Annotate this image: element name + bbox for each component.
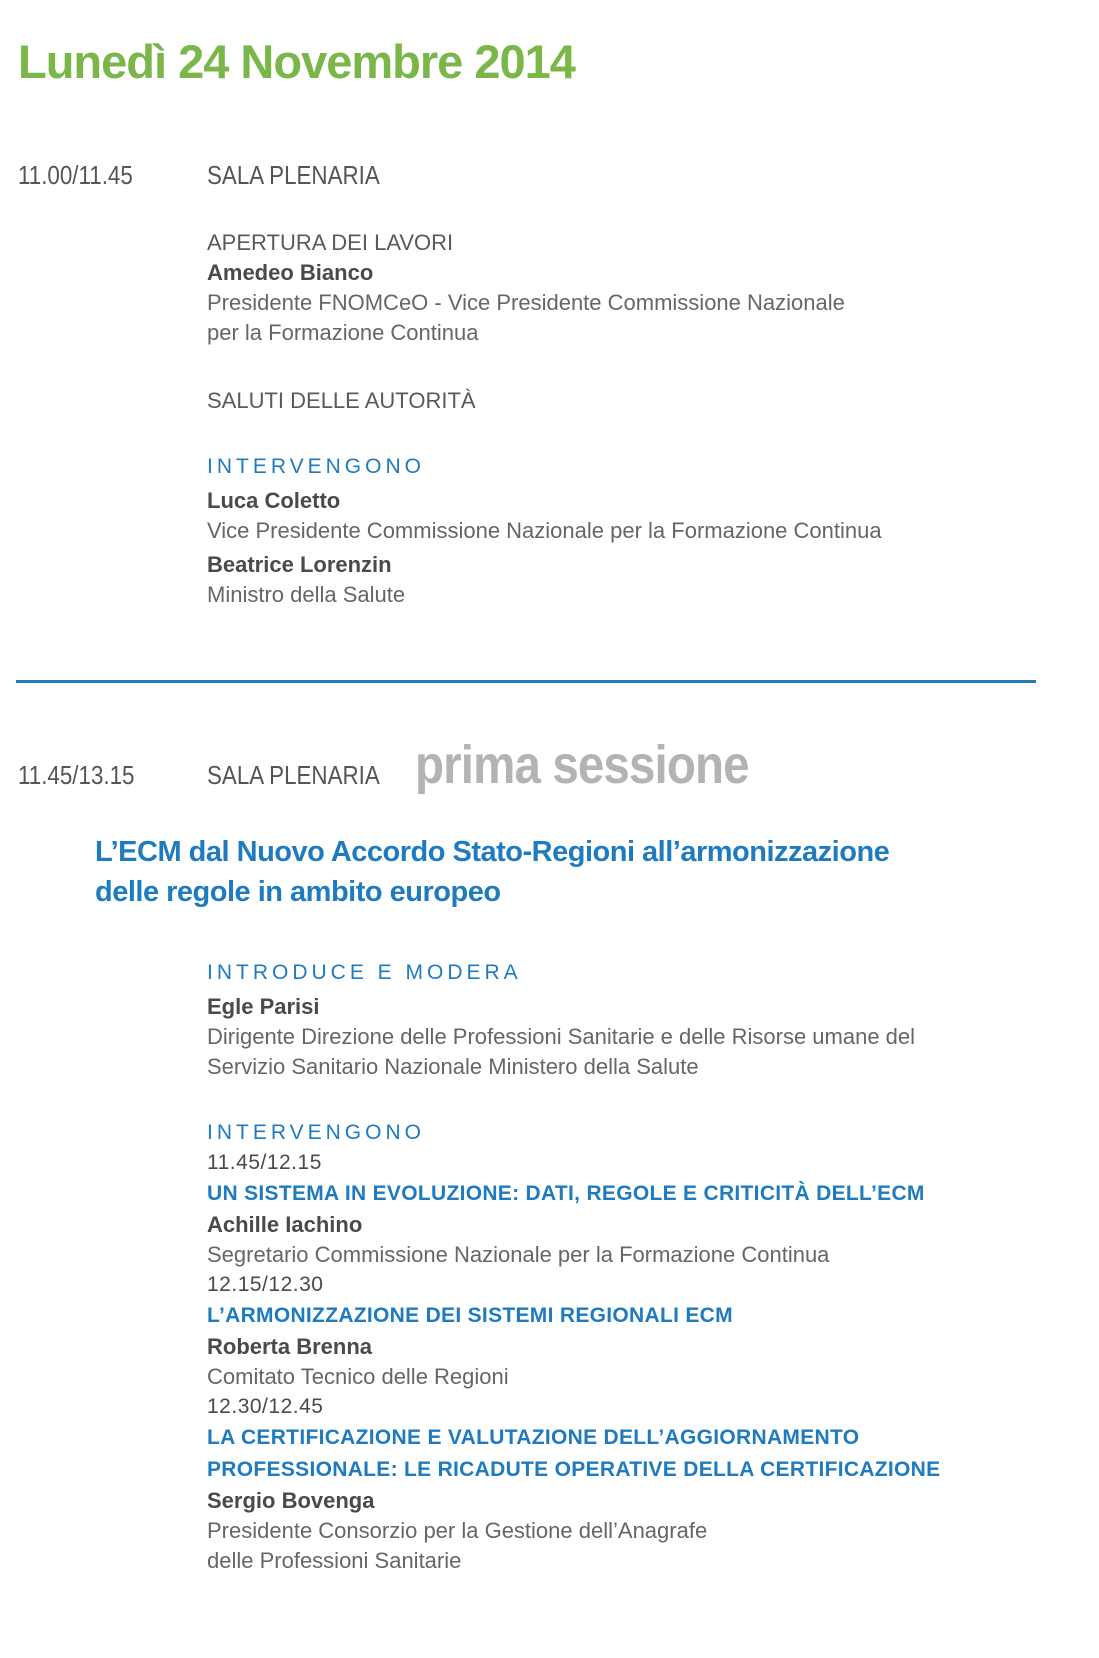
talk-speaker-role: Comitato Tecnico delle Regioni <box>207 1364 509 1389</box>
slot1-room: SALA PLENARIA <box>207 160 380 190</box>
talk-speaker-role: Segretario Commissione Nazionale per la Formazione Continua <box>207 1242 830 1267</box>
speaker-name: Luca Coletto <box>207 488 341 513</box>
session-title <box>95 832 995 912</box>
talk-time: 11.45/12.15 <box>207 1151 322 1174</box>
moderator-role: Dirigente Direzione delle Professioni Sanitarie e delle Risorse umane del <box>207 1024 916 1049</box>
session-title-line: delle regole in ambito europeo <box>95 876 501 908</box>
speakers-label: INTERVENGONO <box>207 455 425 478</box>
opening-speaker-role: Presidente FNOMCeO - Vice Presidente Commissione Nazionale <box>207 290 845 315</box>
page-title: Lunedì 24 Novembre 2014 <box>18 35 575 88</box>
talk-speaker-role: Presidente Consorzio per la Gestione dell’Anagrafe <box>207 1518 708 1543</box>
opening-speaker-role: per la Formazione Continua <box>207 320 479 345</box>
slot2-room: SALA PLENARIA <box>207 760 380 790</box>
opening-speaker-name: Amedeo Bianco <box>207 260 374 285</box>
section-divider <box>16 680 1036 683</box>
speaker-role: Ministro della Salute <box>207 582 406 607</box>
slot1-time: 11.00/11.45 <box>18 160 133 190</box>
talk-speaker: Sergio Bovenga <box>207 1488 375 1513</box>
talk-time: 12.15/12.30 <box>207 1273 324 1296</box>
talk-speaker-role: delle Professioni Sanitarie <box>207 1548 462 1573</box>
moderator-name: Egle Parisi <box>207 994 320 1019</box>
talk-title: PROFESSIONALE: LE RICADUTE OPERATIVE DELLA CERTIFICAZIONE <box>207 1458 941 1481</box>
speaker-role: Vice Presidente Commissione Nazionale per la Formazione Continua <box>207 518 882 543</box>
talk-speaker: Achille Iachino <box>207 1212 363 1237</box>
slot2-time: 11.45/13.15 <box>18 760 135 790</box>
session-title-line: L’ECM dal Nuovo Accordo Stato-Regioni all’armonizzazione <box>95 836 890 868</box>
talk-title: UN SISTEMA IN EVOLUZIONE: DATI, REGOLE E CRITICITÀ DELL’ECM <box>207 1182 925 1205</box>
moderator-label: INTRODUCE E MODERA <box>207 961 522 984</box>
opening-label: APERTURA DEI LAVORI <box>207 230 454 255</box>
speaker-name: Beatrice Lorenzin <box>207 552 392 577</box>
slot1-program <box>207 228 1047 610</box>
talk-title: LA CERTIFICAZIONE E VALUTAZIONE DELL’AGGIORNAMENTO <box>207 1426 860 1449</box>
speakers-label: INTERVENGONO <box>207 1121 425 1144</box>
talk-time: 12.30/12.45 <box>207 1395 324 1418</box>
greetings-label: SALUTI DELLE AUTORITÀ <box>207 388 476 413</box>
talk-speaker: Roberta Brenna <box>207 1334 373 1359</box>
moderator-role: Servizio Sanitario Nazionale Ministero della Salute <box>207 1054 699 1079</box>
slot2-program <box>207 958 1047 1576</box>
talk-title: L’ARMONIZZAZIONE DEI SISTEMI REGIONALI ECM <box>207 1304 733 1327</box>
session-tag: prima sessione <box>415 735 749 795</box>
